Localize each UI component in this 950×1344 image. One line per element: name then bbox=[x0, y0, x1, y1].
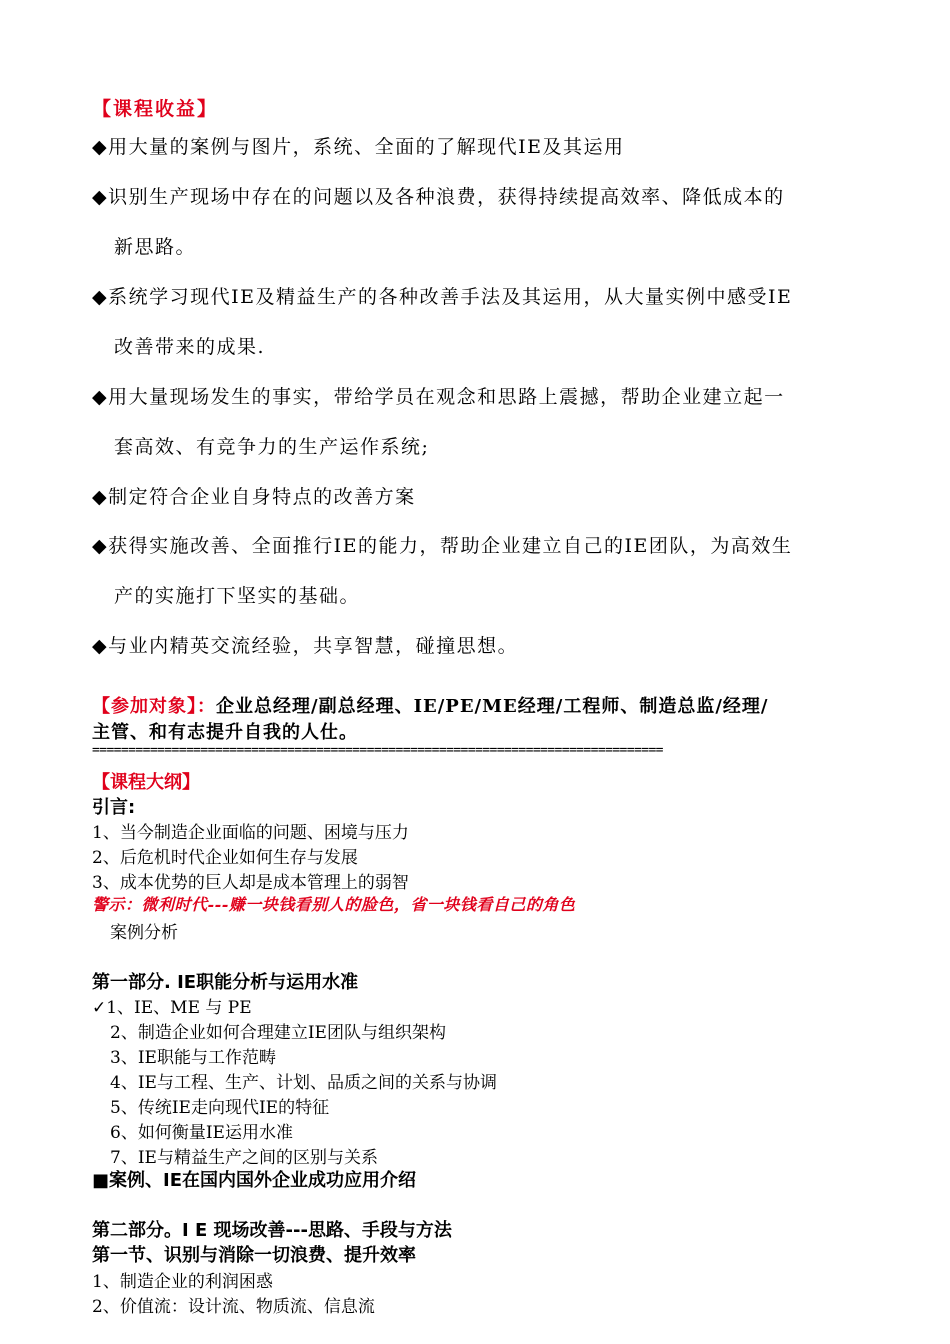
part1-item: 7、IE与精益生产之间的区别与关系 bbox=[110, 1148, 378, 1168]
part1-item: 4、IE与工程、生产、计划、品质之间的关系与协调 bbox=[110, 1073, 497, 1093]
benefit-item: ◆识别生产现场中存在的问题以及各种浪费，获得持续提高效率、降低成本的 bbox=[92, 186, 785, 208]
intro-item: 1、当今制造企业面临的问题、困境与压力 bbox=[92, 823, 409, 843]
intro-item: 2、后危机时代企业如何生存与发展 bbox=[92, 848, 358, 868]
benefit-item-continued: 套高效、有竞争力的生产运作系统; bbox=[114, 436, 430, 458]
outline-title: 【课程大纲】 bbox=[92, 772, 200, 793]
part1-item: 3、IE职能与工作范畴 bbox=[110, 1048, 276, 1068]
benefit-item: ◆与业内精英交流经验，共享智慧，碰撞思想。 bbox=[92, 635, 519, 657]
part1-item: 6、如何衡量IE运用水准 bbox=[110, 1123, 293, 1143]
part1-item: ✓1、IE、ME 与 PE bbox=[92, 998, 252, 1018]
part2-item: 2、价值流：设计流、物质流、信息流 bbox=[92, 1297, 375, 1317]
benefit-item: ◆用大量现场发生的事实，带给学员在观念和思路上震撼，帮助企业建立起一 bbox=[92, 386, 785, 408]
separator-line: =============================================================================== bbox=[92, 743, 663, 758]
benefit-item: ◆用大量的案例与图片，系统、全面的了解现代IE及其运用 bbox=[92, 136, 625, 158]
intro-heading: 引言: bbox=[92, 797, 136, 818]
benefits-title: 【课程收益】 bbox=[92, 98, 219, 120]
benefit-item: ◆系统学习现代IE及精益生产的各种改善手法及其运用，从大量实例中感受IE bbox=[92, 286, 793, 308]
warning-text: 警示：微利时代---赚一块钱看别人的脸色，省一块钱看自己的角色 bbox=[92, 895, 576, 914]
audience-text: 企业总经理/副总经理、IE/PE/ME经理/工程师、制造总监/经理/ bbox=[216, 696, 769, 717]
case-analysis: 案例分析 bbox=[110, 923, 178, 943]
benefit-item-continued: 新思路。 bbox=[114, 236, 197, 258]
benefit-item-continued: 改善带来的成果. bbox=[114, 336, 266, 358]
part2-item: 1、制造企业的利润困惑 bbox=[92, 1272, 273, 1292]
part1-case: ■案例、IE在国内国外企业成功应用介绍 bbox=[92, 1170, 416, 1191]
intro-item: 3、成本优势的巨人却是成本管理上的弱智 bbox=[92, 873, 409, 893]
benefit-item: ◆获得实施改善、全面推行IE的能力，帮助企业建立自己的IE团队，为高效生 bbox=[92, 535, 793, 557]
part2-section-1: 第一节、识别与消除一切浪费、提升效率 bbox=[92, 1245, 416, 1266]
part2-heading: 第二部分。I E 现场改善---思路、手段与方法 bbox=[92, 1220, 452, 1241]
benefit-item: ◆制定符合企业自身特点的改善方案 bbox=[92, 486, 416, 508]
audience-label: 【参加对象】： bbox=[92, 696, 216, 717]
part1-heading: 第一部分. IE职能分析与运用水准 bbox=[92, 972, 359, 993]
part1-item: 2、制造企业如何合理建立IE团队与组织架构 bbox=[110, 1023, 446, 1043]
benefit-item-continued: 产的实施打下坚实的基础。 bbox=[114, 585, 361, 607]
part1-item: 5、传统IE走向现代IE的特征 bbox=[110, 1098, 330, 1118]
audience-line-1 bbox=[92, 692, 768, 718]
audience-line-2: 主管、和有志提升自我的人仕。 bbox=[92, 722, 358, 743]
